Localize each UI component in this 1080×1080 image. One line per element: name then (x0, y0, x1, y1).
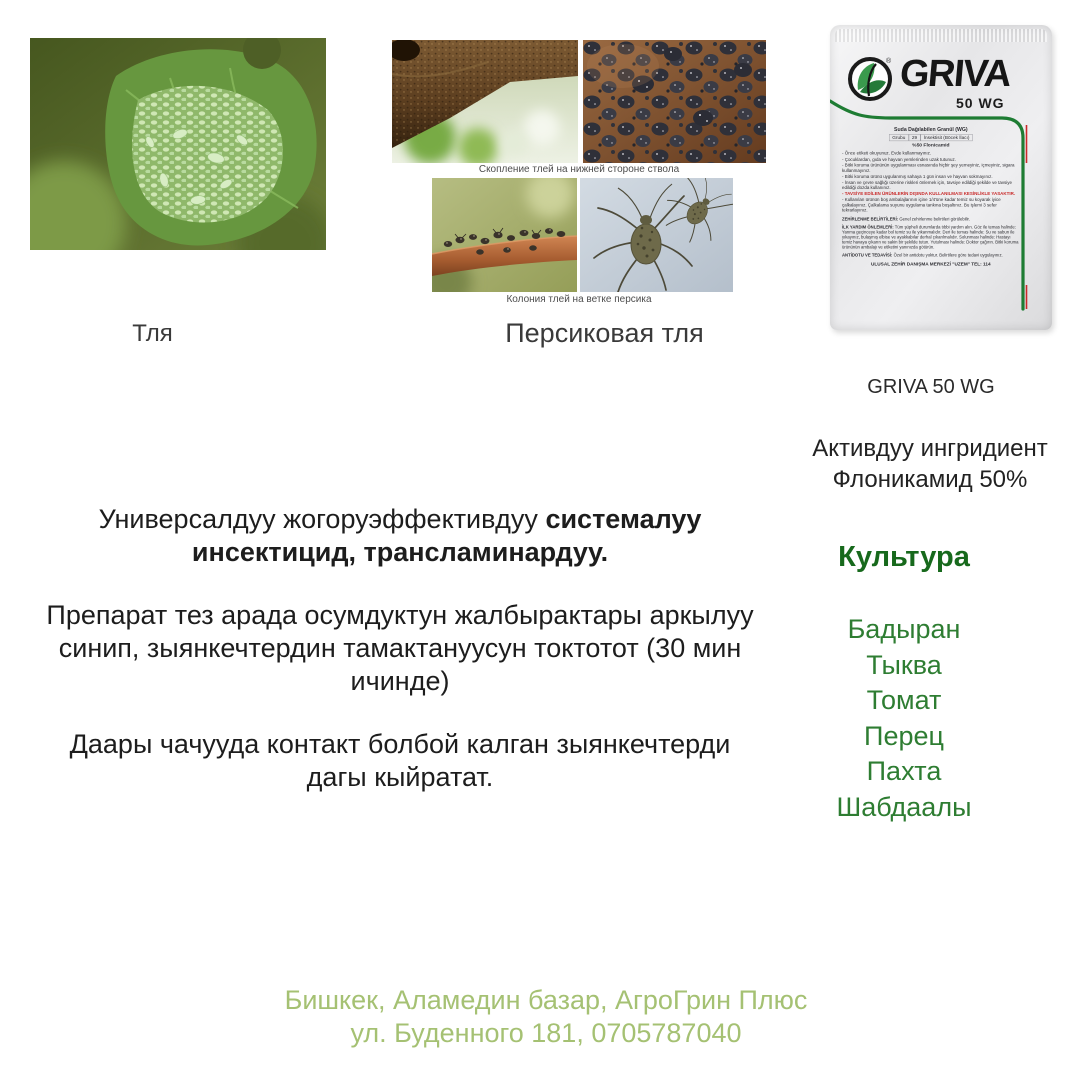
aphid-cluster-illustration (583, 40, 766, 163)
package-section (842, 253, 1020, 258)
description-p1-bold: системалуу инсектицид, трансламинардуу. (191, 504, 702, 567)
description-paragraph-2: Препарат тез арада осумдуктун жалбырактары аркылуу синип, зыянкечтердин тамактануусун токтотот (30 мин ичинде) (46, 600, 754, 696)
crop-item: Тыква (866, 649, 942, 680)
type-cell: İnsektisit (Böcek İlacı) (920, 134, 972, 141)
package-section (842, 225, 1020, 250)
active-ingredient-block (808, 433, 1052, 495)
package-variant: 50 WG (956, 95, 1005, 111)
crop-item: Томат (866, 685, 942, 716)
registered-mark: ® (886, 58, 892, 65)
description-paragraph-1 (40, 503, 760, 569)
package-bullet: - Bitki koruma ürünü uygulanmış sahaya 1 gün insan ve hayvan sokmayınız. (842, 174, 993, 180)
crops-list (790, 612, 1018, 826)
crop-item: Пахта (866, 756, 942, 787)
colony-branch-illustration (432, 178, 577, 292)
package-red-warning: - TAVSİYE EDİLEN ÜRÜNLERİN DIŞINDA KULLANILMASI KESİNLİKLE YASAKTIR. (842, 191, 1016, 197)
product-name: GRIVA 50 WG (867, 376, 995, 398)
package-bullet: - İnsan ve çevre sağlığı üzerine riskleri önlemek için, tavsiye edildiği şekilde ve tavsiye edildiği dozda kullanınız. (842, 179, 1012, 191)
photo-caption-bottom: Колония тлей на ветке персика (506, 294, 652, 305)
crops-title: Культура (838, 541, 970, 573)
group-value-cell: 29 (909, 134, 921, 141)
package-brand: GRIVA (898, 53, 1012, 95)
group-label-cell: Grubu (889, 134, 909, 141)
photo-aphids-closeup (583, 40, 766, 163)
trunk-illustration (392, 40, 578, 163)
photo-aphids-on-leaf (30, 38, 326, 250)
package-bullet: - Bitki koruma ürününün uygulanması esnasında hiçbir şey yemeyiniz, içmeyiniz, sigara kullanmayınız. (842, 162, 1015, 174)
package-section (842, 217, 1020, 222)
product-description (40, 503, 760, 824)
pest-name-right: Персиковая тля (505, 318, 704, 348)
photo-aphids-trunk (392, 40, 578, 163)
package-label-text (842, 127, 1020, 267)
description-paragraph-3: Даары чачууда контакт болбой калган зыянкечтерди дагы кыйратат. (69, 729, 731, 792)
package-subtitle: Suda Dağılabilen Granül (WG) (894, 127, 968, 133)
photo-aphid-colony-branch (432, 178, 577, 292)
section-heading: ANTİDOTU VE TEDAVİSİ: (842, 252, 893, 258)
package-bullet: - Çocuklardan, gıda ve hayvan yemlerinden uzak tutunuz. (842, 156, 956, 163)
section-text: Özel bir antidotu yoktur. Belirtilere göre tedavi uygulayınız. (893, 252, 1003, 258)
address-line1: Бишкек, Аламедин базар, АгроГрин Плюс (284, 985, 808, 1015)
pest-name-left: Тля (132, 320, 173, 347)
product-package (830, 25, 1052, 330)
package-group-table (842, 134, 1020, 141)
package-bullet: - Önce etiketi okuyunuz. Evde kullanmayınız. (842, 150, 932, 157)
crop-item: Шабдаалы (836, 791, 972, 822)
section-heading: İLK YARDIM ÖNLEMLERİ: (842, 224, 894, 230)
photo-two-aphids (580, 178, 733, 292)
address-line2: ул. Буденного 181, 0705787040 (350, 1018, 742, 1048)
aphids-leaf-illustration (30, 38, 326, 250)
active-ingredient-line2: Флоникамид 50% (832, 466, 1028, 493)
section-heading: ZEHİRLENME BELİRTİLERİ: (842, 216, 899, 222)
crop-item: Перец (864, 720, 944, 751)
crop-item: Бадыран (847, 614, 961, 644)
contact-address (190, 984, 902, 1050)
package-active-ingredient: %50 Flonicamid (912, 142, 950, 149)
description-p1-regular: Универсалдуу жогоруэффективдуу (98, 504, 546, 534)
section-text: Genel zehirlenme belirtileri görülebilir. (899, 216, 970, 222)
photo-caption-top: Скопление тлей на нижней стороне ствола (478, 164, 680, 175)
two-aphids-illustration (580, 178, 733, 292)
package-poison-center: ULUSAL ZEHİR DANIŞMA MERKEZİ "UZEM" TEL: 114 (871, 261, 991, 268)
active-ingredient-line1: Активдуу ингридиент (812, 435, 1048, 462)
package-rinse-note: - Kullanılan ürünün boş ambalajlarının içine 1/4'üne kadar temiz su koyarak iyice çalkalayınız. Çalkalama suyunu uygulama tankına boşaltınız. Bu işlemi 3 sefer tekrarlayınız. (842, 197, 1001, 214)
section-text: Tüm şüpheli durumlarda tıbbi yardım alın. Göz ile temas halinde: Yanma geçinceye kadar bol temiz su ile yıkanmalıdır. Deri ile temas halinde: Su ve sabun ile yıkayınız, bulaşmış elbise ve ayakkabılar derhal çıkarılmalıdır. Solunması halinde: Hastayı temiz havaya çıkarın ve sakin bir şekilde tutun. Yutulması halinde: Doktor çağırın. Bitki koruma ürününün ambalajı ve etiketini yanınızda götürün. (842, 224, 1019, 250)
